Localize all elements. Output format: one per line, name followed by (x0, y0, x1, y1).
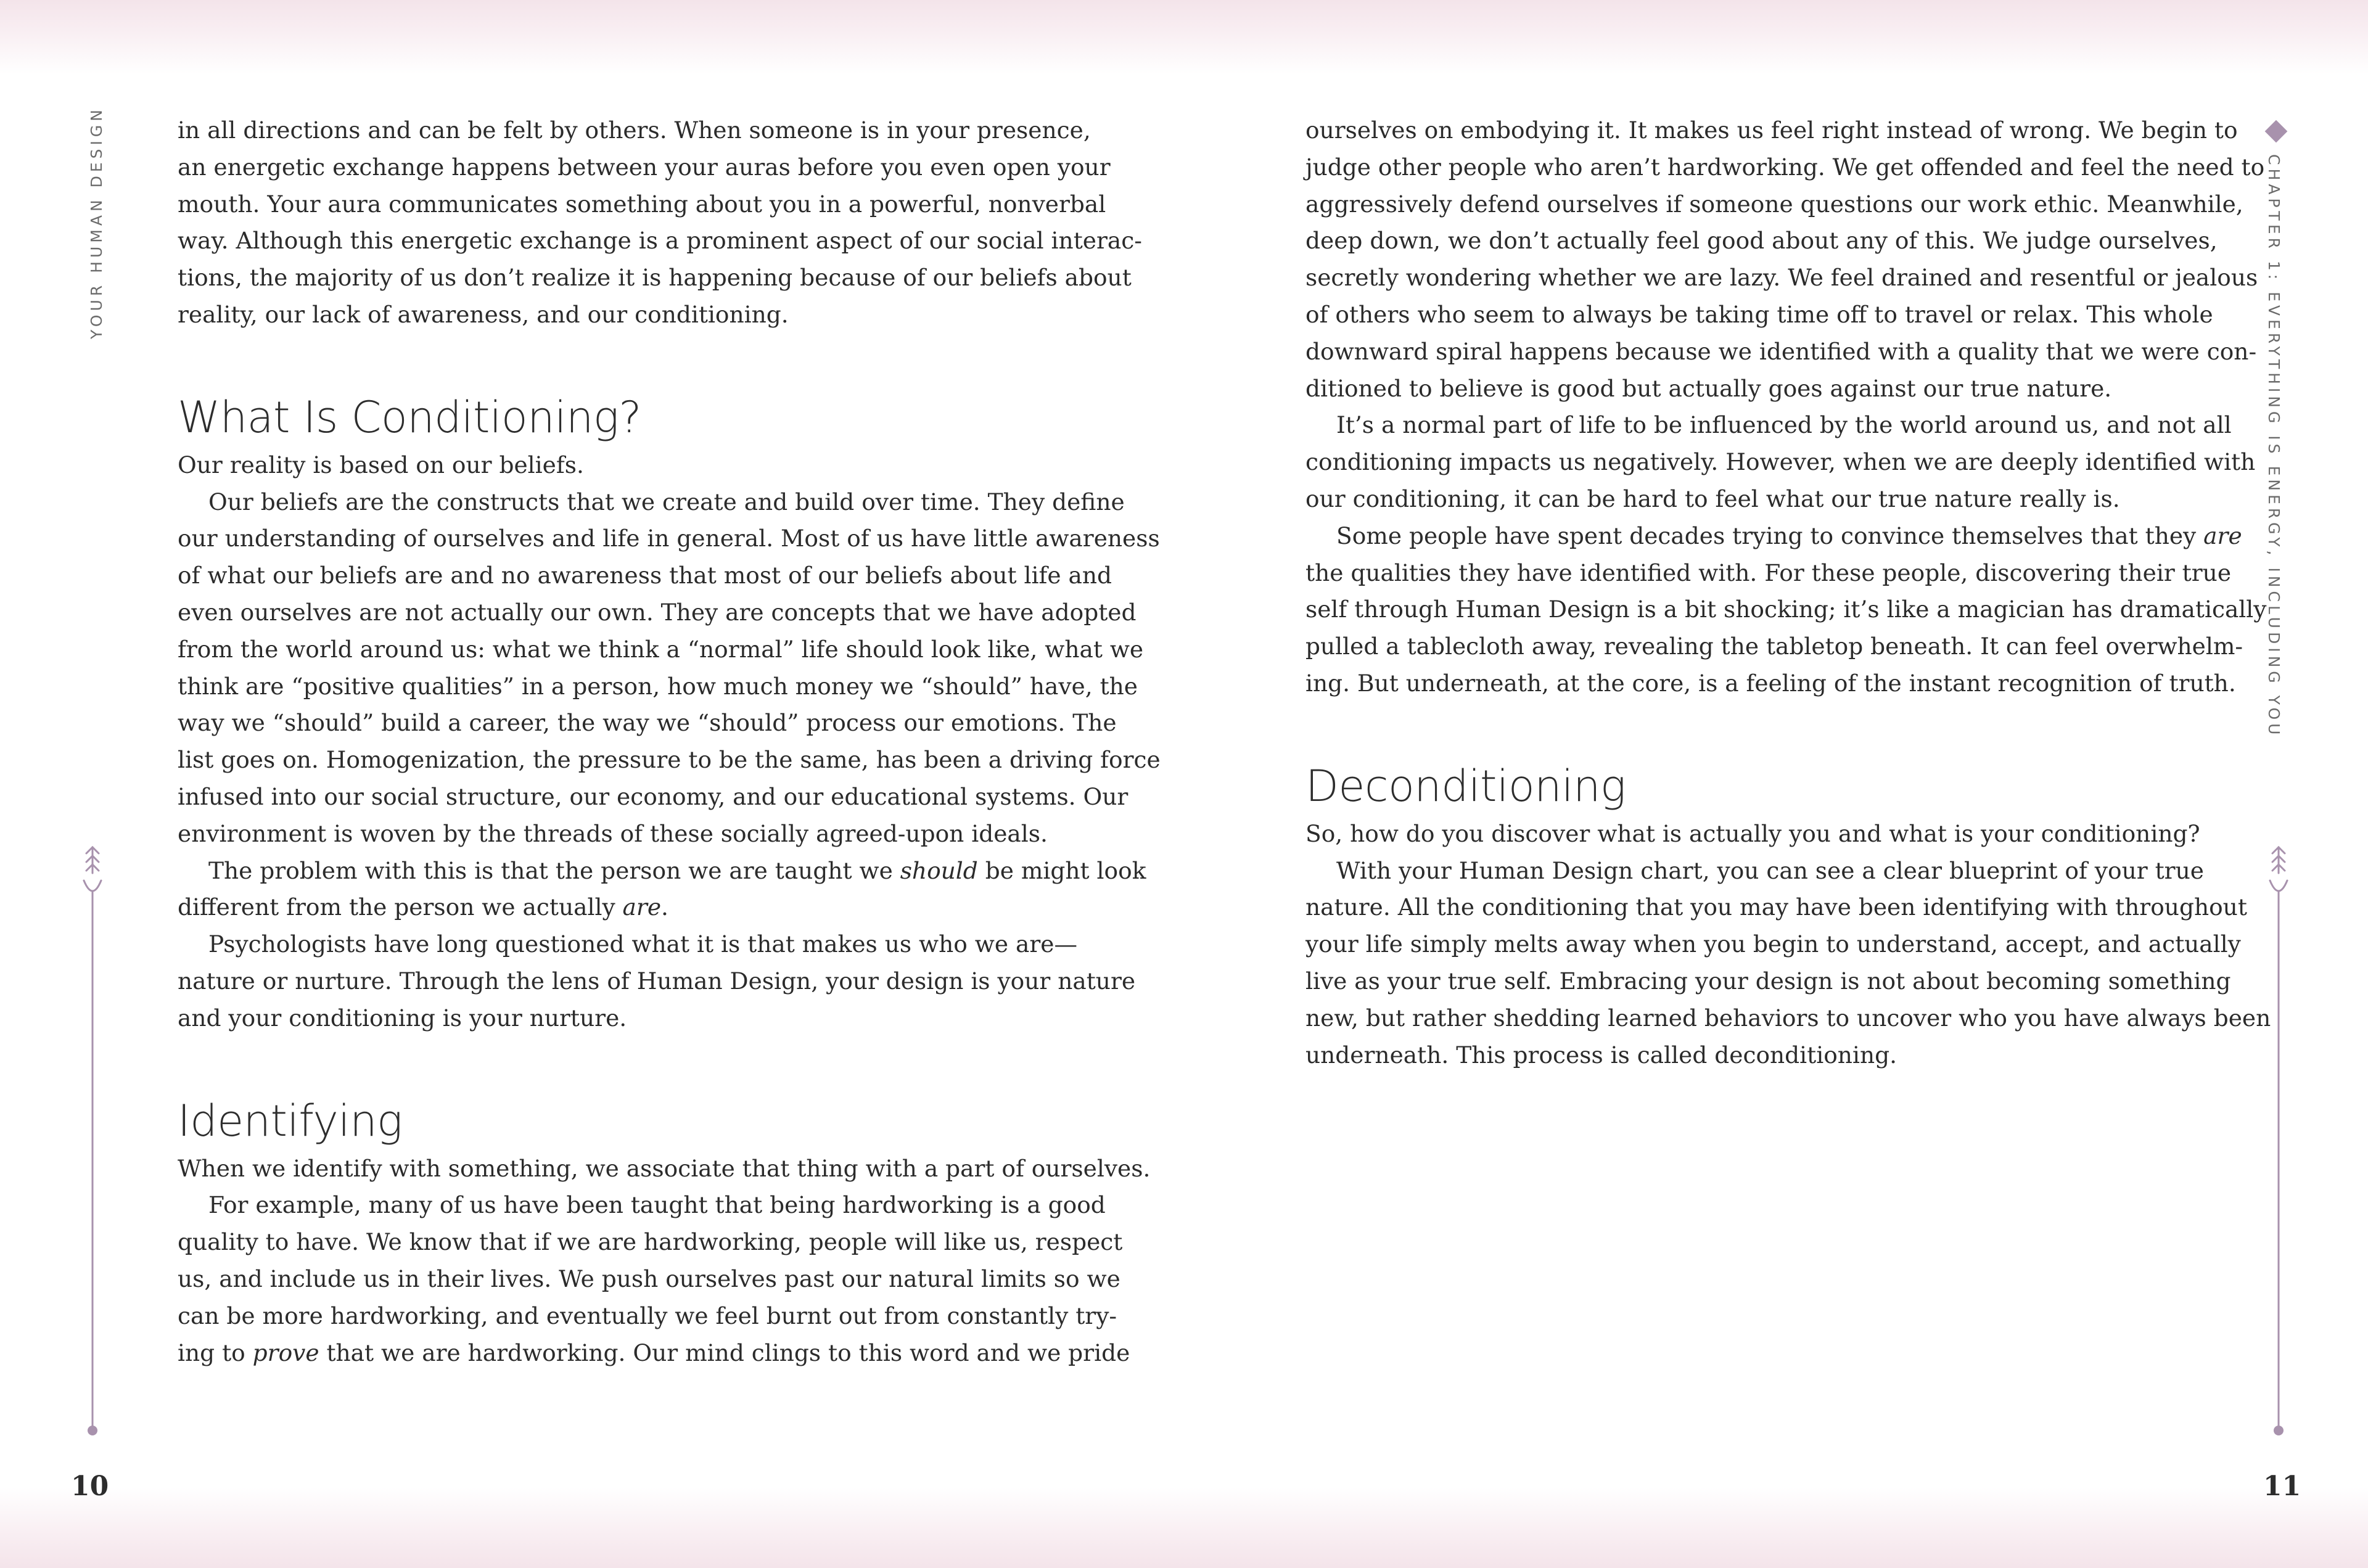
body-line: environment is woven by the threads of these socially agreed-upon ideals. (178, 819, 1048, 847)
body-line: live as your true self. Embracing your design is not about becoming something (1305, 967, 2231, 995)
body-line: way we “should” build a career, the way we “should” process our emotions. The (178, 709, 1117, 737)
left-running-head: YOUR HUMAN DESIGN (88, 106, 105, 339)
section-heading-conditioning: What Is Conditioning? (178, 392, 642, 443)
body-line: from the world around us: what we think a “normal” life should look like, what we (178, 635, 1144, 663)
body-line: mouth. Your aura communicates something about you in a powerful, nonverbal (178, 190, 1106, 218)
body-line: So, how do you discover what is actually you and what is your conditioning? (1305, 819, 2200, 847)
body-line: judge other people who aren’t hardworking. We get offended and feel the need to (1305, 153, 2265, 181)
body-line: think are “positive qualities” in a person, how much money we “should” have, the (178, 672, 1138, 700)
body-line: nature or nurture. Through the lens of Human Design, your design is your nature (178, 967, 1136, 995)
body-line: list goes on. Homogenization, the pressure to be the same, has been a driving force (178, 746, 1161, 774)
body-line: pulled a tablecloth away, revealing the tabletop beneath. It can feel overwhelm- (1305, 633, 2243, 660)
body-line: and your conditioning is your nurture. (178, 1004, 627, 1032)
body-line: underneath. This process is called deconditioning. (1305, 1041, 1897, 1069)
body-line: different from the person we actually are. (178, 893, 668, 921)
body-line: your life simply melts away when you begin to understand, accept, and actually (1305, 930, 2241, 958)
body-line: Psychologists have long questioned what it is that makes us who we are— (208, 930, 1077, 958)
body-line: way. Although this energetic exchange is a prominent aspect of our social interac- (178, 227, 1142, 255)
body-line: ourselves on embodying it. It makes us feel right instead of wrong. We begin to (1305, 117, 2238, 144)
body-line: can be more hardworking, and eventually we feel burnt out from constantly try- (178, 1302, 1117, 1329)
right-page-text (1305, 112, 2271, 1073)
body-line: conditioning impacts us negatively. However, when we are deeply identified with (1305, 448, 2256, 476)
body-line: Our reality is based on our beliefs. (178, 451, 584, 478)
body-line: When we identify with something, we associate that thing with a part of ourselves. (178, 1154, 1151, 1182)
italic-word: prove (252, 1339, 319, 1366)
body-line: even ourselves are not actually our own. They are concepts that we have adopted (178, 598, 1137, 626)
body-line: quality to have. We know that if we are hardworking, people will like us, respect (178, 1228, 1123, 1256)
right-margin-ornament-icon (2260, 845, 2297, 1437)
body-line: aggressively defend ourselves if someone questions our work ethic. Meanwhile, (1305, 190, 2243, 218)
body-line: downward spiral happens because we identified with a quality that we were con- (1305, 337, 2257, 365)
body-line: new, but rather shedding learned behaviors to uncover who you have always been (1305, 1004, 2271, 1032)
body-line: tions, the majority of us don’t realize it is happening because of our beliefs about (178, 264, 1132, 292)
body-line: infused into our social structure, our economy, and our educational systems. Our (178, 782, 1128, 810)
section-heading-deconditioning: Deconditioning (1305, 760, 1626, 811)
body-line: nature. All the conditioning that you may have been identifying with throughout (1305, 893, 2247, 921)
body-line: Some people have spent decades trying to convince themselves that they are (1336, 522, 2242, 549)
body-line: us, and include us in their lives. We push ourselves past our natural limits so we (178, 1265, 1120, 1292)
chapter-diamond-icon (2265, 120, 2288, 143)
body-line: With your Human Design chart, you can see a clear blueprint of your true (1336, 856, 2204, 884)
body-line: in all directions and can be felt by others. When someone is in your presence, (178, 117, 1091, 144)
right-page-number: 11 (2263, 1471, 2301, 1502)
italic-word: are (2203, 522, 2242, 549)
body-line: Our beliefs are the constructs that we create and build over time. They define (208, 488, 1125, 515)
italic-word: are (622, 893, 662, 921)
body-line: an energetic exchange happens between your auras before you even open your (178, 153, 1111, 181)
left-page-text (178, 112, 1161, 1371)
body-line: ditioned to believe is good but actually goes against our true nature. (1305, 374, 2112, 402)
right-running-head: CHAPTER 1: EVERYTHING IS ENERGY, INCLUDING YOU (2265, 154, 2283, 739)
body-line: ing to prove that we are hardworking. Our mind clings to this word and we pride (178, 1339, 1130, 1366)
body-line: our understanding of ourselves and life in general. Most of us have little awareness (178, 525, 1160, 552)
left-margin-ornament-icon (74, 845, 111, 1437)
body-line: ing. But underneath, at the core, is a feeling of the instant recognition of truth. (1305, 669, 2236, 697)
body-line: self through Human Design is a bit shocking; it’s like a magician has dramatically (1305, 596, 2267, 623)
body-line: For example, many of us have been taught that being hardworking is a good (208, 1191, 1106, 1219)
body-line: our conditioning, it can be hard to feel what our true nature really is. (1305, 485, 2120, 512)
body-line: reality, our lack of awareness, and our conditioning. (178, 300, 789, 328)
section-heading-identifying: Identifying (178, 1095, 403, 1146)
body-line: of what our beliefs are and no awareness that most of our beliefs about life and (178, 562, 1112, 589)
bottom-page-band (0, 1488, 2368, 1568)
italic-word: should (900, 856, 978, 884)
body-line: It’s a normal part of life to be influenced by the world around us, and not all (1336, 411, 2232, 439)
left-page-number: 10 (71, 1471, 109, 1502)
body-line: deep down, we don’t actually feel good about any of this. We judge ourselves, (1305, 227, 2218, 255)
body-line: secretly wondering whether we are lazy. We feel drained and resentful or jealous (1305, 264, 2258, 292)
body-line: of others who seem to always be taking time off to travel or relax. This whole (1305, 300, 2213, 328)
body-line: the qualities they have identified with. For these people, discovering their true (1305, 559, 2232, 586)
body-line: The problem with this is that the person we are taught we should be might look (208, 856, 1146, 884)
top-page-band (0, 0, 2368, 74)
